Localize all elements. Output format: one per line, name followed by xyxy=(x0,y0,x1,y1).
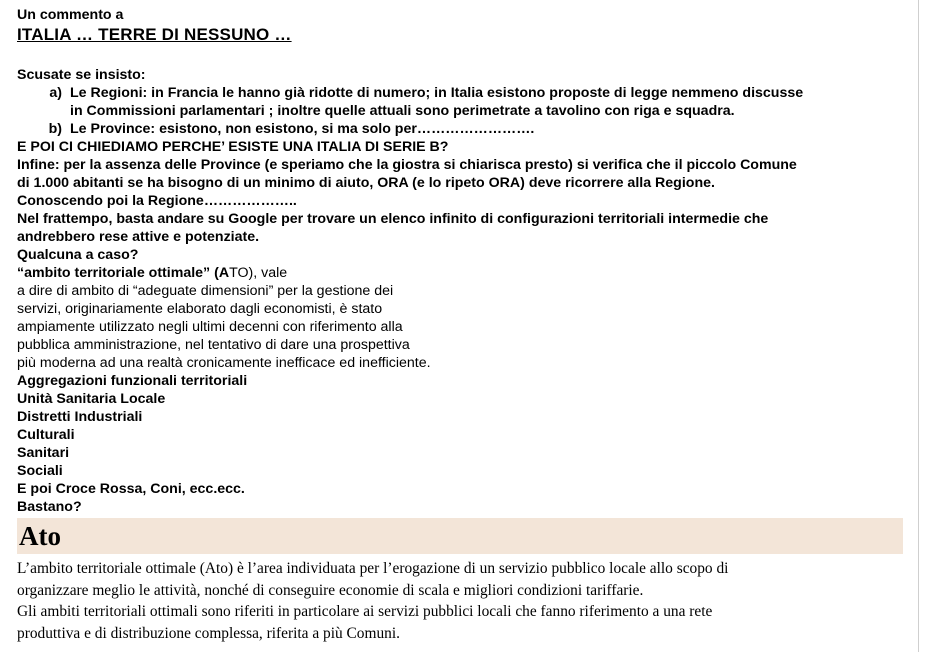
ato-quote-bold: “ambito territoriale ottimale” ( xyxy=(17,265,219,281)
scusate-line: Scusate se insisto: xyxy=(17,67,146,83)
list-item-a xyxy=(17,84,907,120)
ato-quote-line xyxy=(17,264,907,282)
document-content xyxy=(17,6,907,644)
ato-desc-line: pubblica amministrazione, nel tentativo di dare una prospettiva xyxy=(17,337,410,353)
ato-body-line: Gli ambiti territoriali ottimali sono riferiti in particolare ai servizi pubblici locali che fanno riferimento a una rete xyxy=(17,603,713,620)
ato-quote-letter: A xyxy=(218,265,230,281)
qualcuna-line: Qualcuna a caso? xyxy=(17,247,139,263)
ato-desc-line: più moderna ad una realtà cronicamente inefficace ed inefficiente. xyxy=(17,355,431,371)
frattempo-line-2: andrebbero rese attive e potenziate. xyxy=(17,229,260,245)
bold-list-item: Bastano? xyxy=(17,499,82,515)
intro-line: Un commento a xyxy=(17,7,124,23)
bold-list-item: Culturali xyxy=(17,427,75,443)
list-item-text: Le Regioni: in Francia le hanno già ridotte di numero; in Italia esistono proposte di legge nemmeno discusse xyxy=(70,85,804,101)
document-title: ITALIA … TERRE DI NESSUNO … xyxy=(17,25,292,44)
ato-body-line: organizzare meglio le attività, nonché di conseguire economie di scala e migliori condizioni tariffarie. xyxy=(17,581,644,599)
bold-list-item: Sociali xyxy=(17,463,63,479)
list-marker: b) xyxy=(48,121,62,137)
ato-desc-line: ampiamente utilizzato negli ultimi decenni con riferimento alla xyxy=(17,319,403,335)
infine-line-2: di 1.000 abitanti se ha bisogno di un minimo di aiuto, ORA (e lo ripeto ORA) deve ricorrere alla Regione. xyxy=(17,175,715,191)
serie-b-line: E POI CI CHIEDIAMO PERCHE’ ESISTE UNA ITALIA DI SERIE B? xyxy=(17,139,449,155)
frattempo-line-1: Nel frattempo, basta andare su Google per trovare un elenco infinito di configurazioni territoriali intermedie che xyxy=(17,211,769,227)
conoscendo-line: Conoscendo poi la Regione……………….. xyxy=(17,193,297,209)
ato-body-line: produttiva e di distribuzione complessa, riferita a più Comuni. xyxy=(17,624,400,642)
list-item-text: in Commissioni parlamentari ; inoltre quelle attuali sono perimetrate a tavolino con riga e squadra. xyxy=(70,103,735,119)
bold-list-item: Aggregazioni funzionali territoriali xyxy=(17,373,248,389)
infine-line-1: Infine: per la assenza delle Province (e speriamo che la giostra si chiarisca presto) si verifica che il piccolo Comune xyxy=(17,157,797,173)
list-item-b xyxy=(17,120,907,138)
list-marker: a) xyxy=(49,85,62,101)
bold-list-item: Distretti Industriali xyxy=(17,409,143,425)
bold-list-item: Sanitari xyxy=(17,445,70,461)
ato-quote-rest: TO), vale xyxy=(229,265,288,281)
ato-desc-line: servizi, originariamente elaborato dagli economisti, è stato xyxy=(17,301,383,317)
ato-desc-line: a dire di ambito di “adeguate dimensioni” per la gestione dei xyxy=(17,283,394,299)
bold-list-item: E poi Croce Rossa, Coni, ecc.ecc. xyxy=(17,481,245,497)
ato-body xyxy=(17,558,907,644)
bold-list-item: Unità Sanitaria Locale xyxy=(17,391,166,407)
list-item-text: Le Province: esistono, non esistono, si ma solo per……………………. xyxy=(70,121,535,137)
page-margin-line xyxy=(918,0,919,652)
ato-section-heading: Ato xyxy=(17,518,903,554)
ato-body-line: L’ambito territoriale ottimale (Ato) è l’area individuata per l’erogazione di un servizio pubblico locale allo scopo di xyxy=(17,560,729,577)
